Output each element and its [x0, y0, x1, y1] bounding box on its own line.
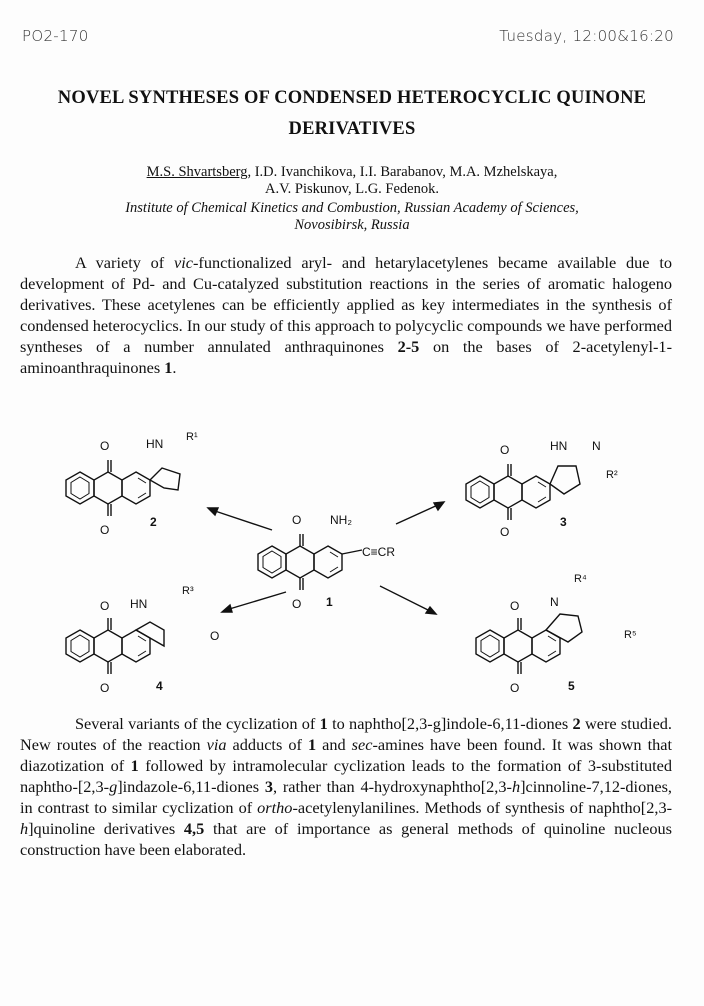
text-run: followed by intramolecular cyclization leads to the formation of 3-substituted naphtho-[2,3- — [20, 756, 672, 796]
atom-label: HN — [146, 437, 164, 451]
compound-number: 3 — [560, 515, 567, 529]
atom-label: O — [510, 599, 520, 613]
atom-label: NH₂ — [330, 513, 352, 527]
compound-1-structure — [258, 534, 362, 590]
paper-title — [20, 83, 684, 145]
compound-4-structure — [66, 618, 164, 674]
text-run: -amines have been found. It was shown that diazotization of — [20, 735, 673, 775]
atom-label: O — [510, 681, 520, 695]
author-line-1 — [20, 164, 684, 181]
substituent-label: R² — [606, 469, 618, 481]
atom-label: HN — [550, 439, 568, 453]
atom-label: O — [100, 681, 110, 695]
atom-label: N — [592, 439, 601, 453]
presenting-author: M.S. Shvartsberg — [146, 164, 248, 180]
compound-ref: 1 — [307, 735, 317, 754]
atom-label: O — [210, 629, 220, 643]
compound-number: 1 — [326, 595, 333, 609]
atom-label: O — [292, 513, 302, 527]
reaction-scheme — [40, 420, 680, 710]
compound-number: 2 — [150, 515, 157, 529]
atom-label: O — [100, 523, 110, 537]
text-run: to naphtho[2,3-g]indole-6,11-diones — [327, 714, 573, 733]
text-run: -functionalized aryl- and hetarylacetylenes became available due to development of Pd- and Cu-catalyzed substitution reactions in the series of aromatic halogeno derivatives. These acetylenes can be efficiently applied as key intermediates in the synthesis of condensed heterocyclics. In our study of this approach to polycyclic compounds we have performed syntheses of a number annulated anthraquinones — [20, 253, 672, 356]
atom-label: O — [100, 439, 110, 453]
text-run: adducts of — [226, 735, 308, 754]
compound-ref: 1 — [319, 714, 328, 733]
compound-2-structure — [66, 460, 180, 516]
atom-label: O — [292, 597, 302, 611]
italic-run: via — [206, 735, 227, 754]
compound-ref: 2 — [572, 714, 581, 733]
session-time: Tuesday, 12:00&16:20 — [499, 27, 674, 45]
text-run: ]quinoline derivatives — [28, 819, 184, 838]
substituent-label: C≡CR — [362, 545, 395, 559]
author-line-2: A.V. Piskunov, L.G. Fedenok. — [264, 181, 439, 197]
text-run: that are of importance as general methods of quinoline nucleous construction have been elaborated. — [20, 819, 672, 859]
affiliation-line-2: Novosibirsk, Russia — [294, 217, 410, 233]
compound-ref: 4,5 — [183, 819, 205, 838]
compound-ref: 2-5 — [397, 337, 420, 356]
atom-label: HN — [130, 597, 148, 611]
substituent-label: R¹ — [186, 431, 198, 443]
co-authors: , I.D. Ivanchikova, I.I. Barabanov, M.A. Mzhelskaya, — [247, 164, 558, 180]
paragraph-intro — [20, 252, 672, 378]
abstract-code: PO2-170 — [22, 27, 89, 45]
italic-run: h — [511, 777, 521, 796]
text-run: A variety of — [75, 253, 175, 272]
text-run: on the bases of 2-acetylenyl-1-aminoanthraquinones — [20, 337, 672, 377]
text-run: were studied. New routes of the reaction — [20, 714, 673, 754]
text-run: ]indazole-6,11-diones — [117, 777, 265, 796]
text-run: -acetylenylanilines. Methods of synthesis of naphtho[2,3- — [292, 798, 673, 817]
title-line-1: NOVEL SYNTHESES OF CONDENSED HETEROCYCLIC QUINONE — [57, 88, 647, 108]
compound-ref: 1 — [164, 358, 173, 377]
compound-number: 4 — [156, 679, 163, 693]
paragraph-results — [20, 713, 672, 860]
author-list — [20, 164, 684, 198]
atom-label: N — [550, 595, 559, 609]
title-line-2: DERIVATIVES — [288, 119, 416, 139]
italic-run: ortho — [257, 798, 293, 817]
compound-number: 5 — [568, 679, 575, 693]
scheme-drawing — [40, 420, 680, 710]
atom-label: O — [500, 525, 510, 539]
italic-run: vic — [174, 253, 193, 272]
text-run: . — [172, 358, 177, 377]
italic-run: sec — [351, 735, 373, 754]
compound-ref: 3 — [264, 777, 273, 796]
compound-3-structure — [466, 464, 580, 520]
affiliation-line-1: Institute of Chemical Kinetics and Combustion, Russian Academy of Sciences, — [125, 200, 579, 216]
text-run: ]cinnoline-7,12-diones, in contrast to similar cyclization of — [20, 777, 672, 817]
text-run: Several variants of the cyclization of — [75, 714, 320, 733]
compound-ref: 1 — [130, 756, 139, 775]
substituent-label: R⁴ — [574, 573, 587, 585]
substituent-label: R⁵ — [624, 629, 637, 641]
compound-5-structure — [476, 614, 582, 674]
italic-run: h — [20, 819, 29, 838]
atom-label: O — [500, 443, 510, 457]
atom-label: O — [100, 599, 110, 613]
affiliation — [20, 200, 684, 234]
italic-run: g — [109, 777, 118, 796]
text-run: and — [316, 735, 352, 754]
text-run: , rather than 4-hydroxynaphtho[2,3- — [272, 777, 512, 796]
substituent-label: R³ — [182, 585, 194, 597]
